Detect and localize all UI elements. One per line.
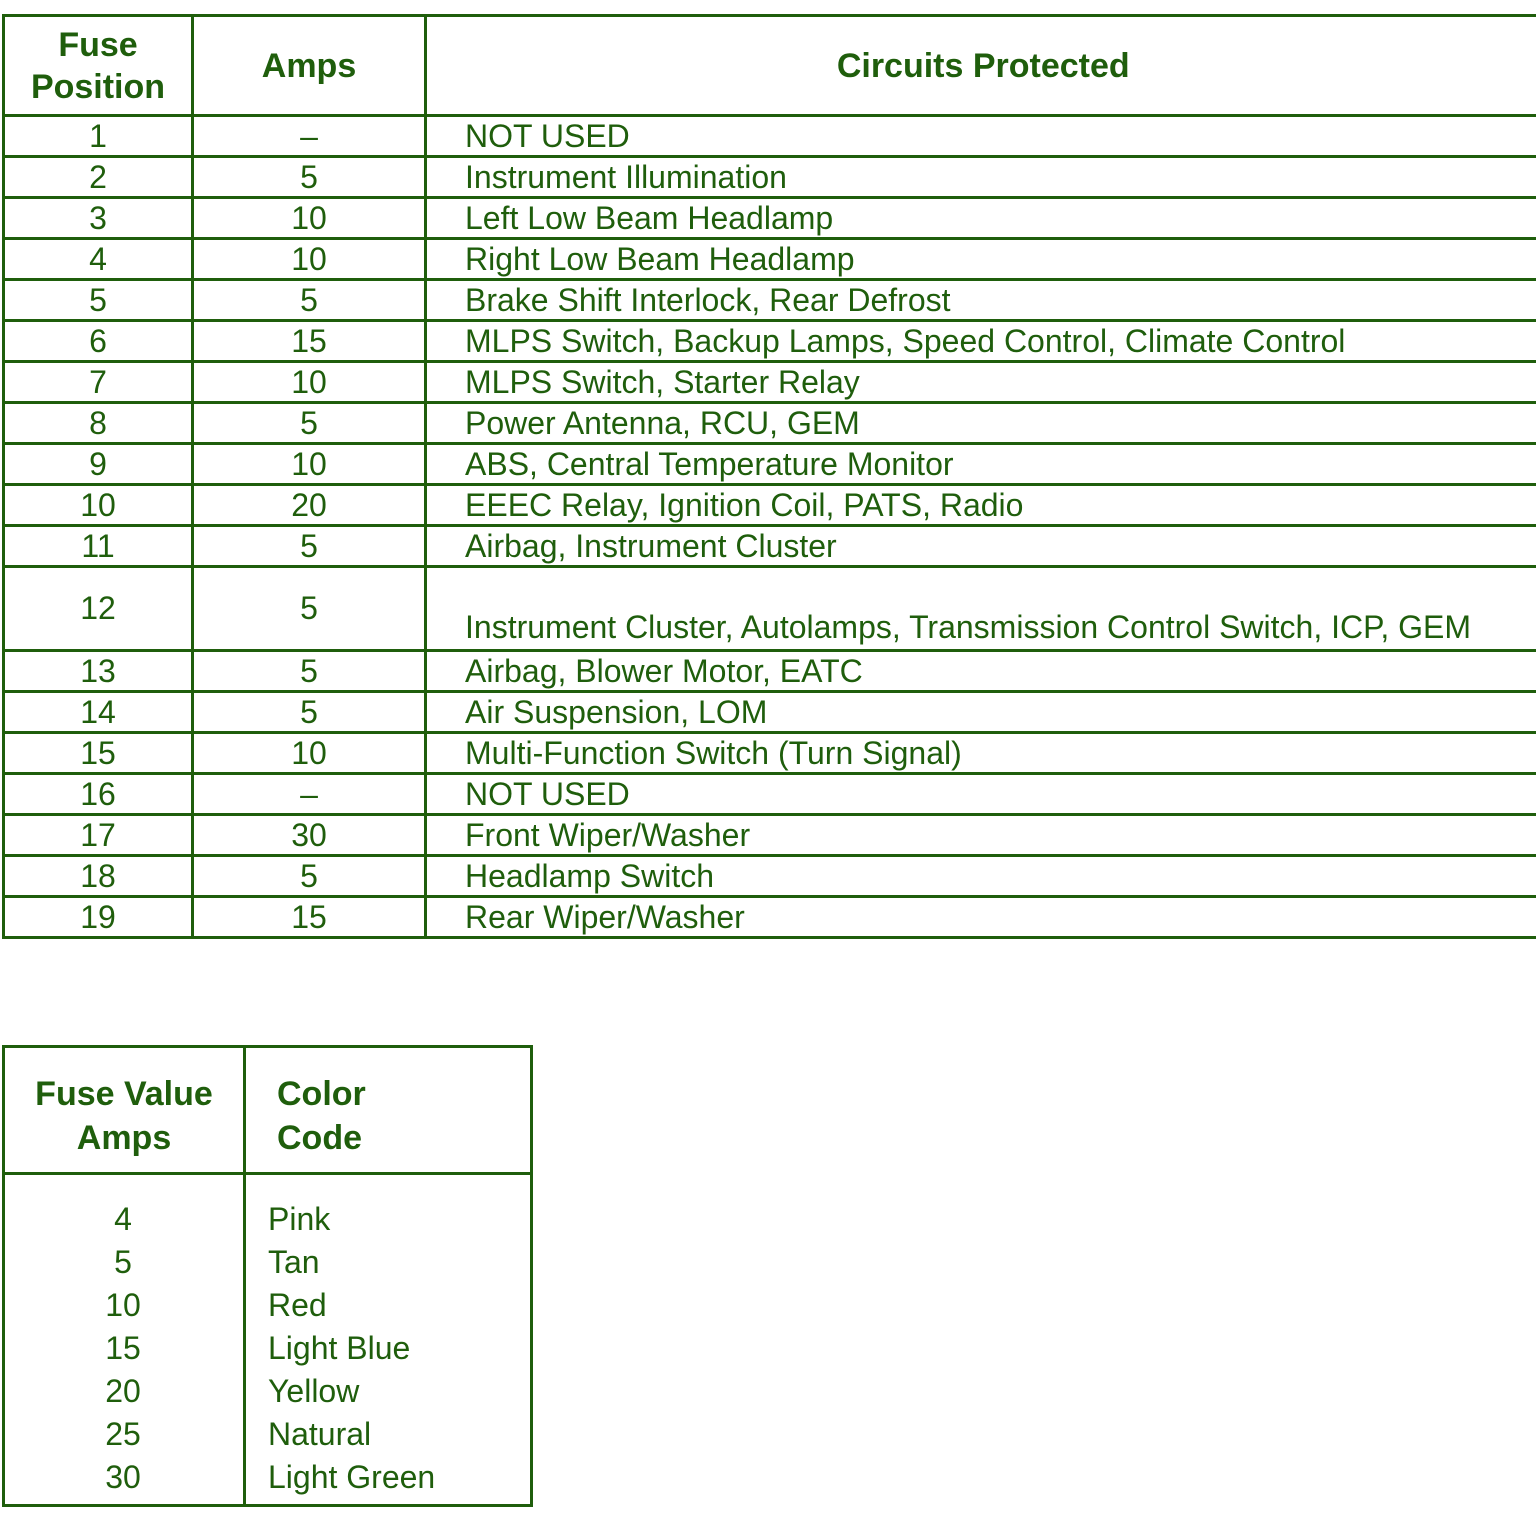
amps-cell: 5: [193, 692, 426, 733]
fuse-value-amps: 5: [114, 1244, 132, 1280]
circuits-cell: Rear Wiper/Washer: [426, 897, 1536, 938]
fuse-position-cell: 13: [4, 651, 193, 692]
amps-cell: 15: [193, 321, 426, 362]
table-row: [4, 733, 1536, 774]
fuse-position-cell: 9: [4, 444, 193, 485]
fuse-position-cell: 3: [4, 198, 193, 239]
fuse-position-table: [2, 14, 1536, 939]
fuse-value-amps: 10: [105, 1287, 141, 1323]
table-row: [4, 651, 1536, 692]
amps-cell: 5: [193, 403, 426, 444]
table-row: [4, 815, 1536, 856]
fuse-color-code: Tan: [268, 1244, 320, 1280]
list-item: [5, 1370, 530, 1413]
header-circuits-protected: Circuits Protected: [426, 16, 1536, 116]
amps-cell: 10: [193, 239, 426, 280]
fuse-color-code: Yellow: [268, 1373, 360, 1409]
fuse-value-amps: 15: [105, 1330, 141, 1366]
circuits-cell: MLPS Switch, Starter Relay: [426, 362, 1536, 403]
header-fuse-position: Fuse Position: [4, 16, 193, 116]
circuits-cell: NOT USED: [426, 116, 1536, 157]
fuse-position-cell: 18: [4, 856, 193, 897]
fuse-position-cell: 10: [4, 485, 193, 526]
fuse-position-cell: 5: [4, 280, 193, 321]
list-item: [5, 1241, 530, 1284]
amps-cell: –: [193, 774, 426, 815]
circuits-cell: Brake Shift Interlock, Rear Defrost: [426, 280, 1536, 321]
fuse-position-cell: 8: [4, 403, 193, 444]
fuse-color-code-table: [2, 1045, 533, 1507]
table-row: [4, 444, 1536, 485]
fuse-value-amps: 25: [105, 1416, 141, 1452]
amps-cell: 5: [193, 651, 426, 692]
fuse-position-cell: 11: [4, 526, 193, 567]
amps-cell: 10: [193, 733, 426, 774]
fuse-color-code: Pink: [268, 1201, 331, 1237]
circuits-cell: Power Antenna, RCU, GEM: [426, 403, 1536, 444]
color-table-body: [5, 1198, 530, 1499]
fuse-position-cell: 17: [4, 815, 193, 856]
table-row: [4, 239, 1536, 280]
table-row: [4, 321, 1536, 362]
header-amps: Amps: [193, 16, 426, 116]
circuits-cell: EEEC Relay, Ignition Coil, PATS, Radio: [426, 485, 1536, 526]
table-row: [4, 157, 1536, 198]
fuse-position-cell: 15: [4, 733, 193, 774]
circuits-cell: Front Wiper/Washer: [426, 815, 1536, 856]
circuits-cell: Airbag, Instrument Cluster: [426, 526, 1536, 567]
fuse-position-cell: 6: [4, 321, 193, 362]
fuse-position-cell: 12: [4, 567, 193, 651]
table-row: [4, 567, 1536, 651]
circuits-cell: Instrument Illumination: [426, 157, 1536, 198]
table-row: [4, 692, 1536, 733]
table-row: [4, 362, 1536, 403]
table-row: [4, 856, 1536, 897]
table-row: [4, 280, 1536, 321]
fuse-table-header-row: [4, 16, 1536, 116]
table-row: [4, 526, 1536, 567]
list-item: [5, 1456, 530, 1499]
amps-cell: 10: [193, 198, 426, 239]
fuse-position-cell: 1: [4, 116, 193, 157]
circuits-cell: NOT USED: [426, 774, 1536, 815]
table-row: [4, 774, 1536, 815]
amps-cell: 5: [193, 280, 426, 321]
table-row: [4, 897, 1536, 938]
circuits-cell: Airbag, Blower Motor, EATC: [426, 651, 1536, 692]
circuits-cell: Left Low Beam Headlamp: [426, 198, 1536, 239]
circuits-cell: ABS, Central Temperature Monitor: [426, 444, 1536, 485]
amps-cell: 5: [193, 526, 426, 567]
fuse-color-code: Light Blue: [268, 1330, 411, 1366]
amps-cell: 5: [193, 856, 426, 897]
fuse-value-amps: 20: [105, 1373, 141, 1409]
amps-cell: 20: [193, 485, 426, 526]
list-item: [5, 1327, 530, 1370]
list-item: [5, 1198, 530, 1241]
table-row: [4, 198, 1536, 239]
header-divider: [5, 1172, 530, 1175]
circuits-cell: Right Low Beam Headlamp: [426, 239, 1536, 280]
fuse-value-amps: 4: [114, 1201, 132, 1237]
header-color-code: Color Code: [277, 1075, 366, 1157]
table-row: [4, 116, 1536, 157]
table-row: [4, 485, 1536, 526]
amps-cell: 5: [193, 157, 426, 198]
amps-cell: 15: [193, 897, 426, 938]
fuse-color-code: Red: [268, 1287, 327, 1323]
amps-cell: 30: [193, 815, 426, 856]
header-fuse-value-amps: Fuse Value Amps: [35, 1075, 213, 1157]
amps-cell: 5: [193, 567, 426, 651]
fuse-position-cell: 7: [4, 362, 193, 403]
list-item: [5, 1413, 530, 1456]
fuse-position-cell: 14: [4, 692, 193, 733]
circuits-cell: Multi-Function Switch (Turn Signal): [426, 733, 1536, 774]
fuse-position-cell: 16: [4, 774, 193, 815]
list-item: [5, 1284, 530, 1327]
fuse-position-cell: 19: [4, 897, 193, 938]
fuse-color-code: Light Green: [268, 1459, 436, 1495]
circuits-cell: Air Suspension, LOM: [426, 692, 1536, 733]
fuse-value-amps: 30: [105, 1459, 141, 1495]
circuits-cell: Instrument Cluster, Autolamps, Transmission Control Switch, ICP, GEM: [426, 567, 1536, 651]
amps-cell: –: [193, 116, 426, 157]
fuse-position-cell: 4: [4, 239, 193, 280]
circuits-cell: MLPS Switch, Backup Lamps, Speed Control, Climate Control: [426, 321, 1536, 362]
fuse-position-cell: 2: [4, 157, 193, 198]
fuse-color-code: Natural: [268, 1416, 372, 1452]
amps-cell: 10: [193, 362, 426, 403]
circuits-cell: Headlamp Switch: [426, 856, 1536, 897]
table-row: [4, 403, 1536, 444]
fuse-table-body: [4, 116, 1536, 938]
amps-cell: 10: [193, 444, 426, 485]
